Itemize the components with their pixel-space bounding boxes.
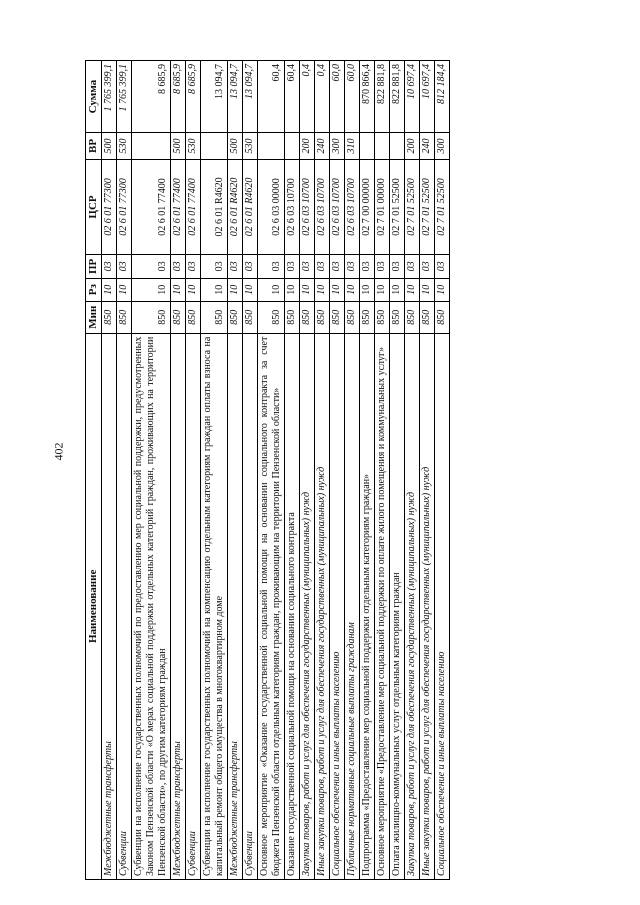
cell-sum: 0,4 xyxy=(315,61,330,133)
header-rz: Рз xyxy=(86,278,102,301)
cell-rz: 10 xyxy=(390,278,405,301)
cell-pr: 03 xyxy=(345,255,360,278)
table-row xyxy=(390,61,405,880)
cell-pr: 03 xyxy=(375,255,390,278)
cell-vr: 300 xyxy=(435,133,450,160)
cell-name: Закупка товаров, работ и услуг для обеспечения государственных (муниципальных) нужд xyxy=(405,333,420,879)
cell-vr: 530 xyxy=(243,133,258,160)
header-sum: Сумма xyxy=(86,61,102,133)
cell-pr: 03 xyxy=(201,255,228,278)
cell-min: 850 xyxy=(375,301,390,333)
cell-pr: 03 xyxy=(420,255,435,278)
table-row xyxy=(117,61,132,880)
cell-pr: 03 xyxy=(102,255,117,278)
cell-sum: 870 866,4 xyxy=(360,61,375,133)
cell-rz: 10 xyxy=(435,278,450,301)
cell-rz: 10 xyxy=(330,278,345,301)
cell-pr: 03 xyxy=(300,255,315,278)
cell-sum: 8 685,9 xyxy=(132,61,171,133)
cell-sum: 8 685,9 xyxy=(186,61,201,133)
rotated-table-container xyxy=(85,60,600,880)
cell-sum: 60,4 xyxy=(258,61,285,133)
table-row xyxy=(345,61,360,880)
cell-rz: 10 xyxy=(186,278,201,301)
table-row xyxy=(300,61,315,880)
cell-csr: 02 6 01 R4620 xyxy=(228,159,243,254)
cell-name: Оказание государственной социальной помощи на основании социального контракта xyxy=(285,333,300,879)
table-row xyxy=(330,61,345,880)
cell-sum: 822 881,8 xyxy=(375,61,390,133)
cell-rz: 10 xyxy=(117,278,132,301)
cell-rz: 10 xyxy=(243,278,258,301)
cell-name: Субвенции xyxy=(117,333,132,879)
cell-vr: 500 xyxy=(171,133,186,160)
cell-csr: 02 7 01 52500 xyxy=(435,159,450,254)
table-body xyxy=(102,61,450,880)
cell-pr: 03 xyxy=(186,255,201,278)
cell-min: 850 xyxy=(171,301,186,333)
cell-name: Закупка товаров, работ и услуг для обеспечения государственных (муниципальных) нужд xyxy=(300,333,315,879)
cell-csr: 02 6 03 10700 xyxy=(285,159,300,254)
cell-min: 850 xyxy=(435,301,450,333)
cell-name: Иные закупки товаров, работ и услуг для обеспечения государственных (муниципальных) нужд xyxy=(315,333,330,879)
cell-rz: 10 xyxy=(171,278,186,301)
cell-rz: 10 xyxy=(258,278,285,301)
cell-csr: 02 6 03 00000 xyxy=(258,159,285,254)
cell-sum: 10 697,4 xyxy=(420,61,435,133)
table-row xyxy=(375,61,390,880)
cell-min: 850 xyxy=(285,301,300,333)
cell-pr: 03 xyxy=(132,255,171,278)
cell-vr: 240 xyxy=(420,133,435,160)
cell-sum: 1 765 399,1 xyxy=(102,61,117,133)
table-row xyxy=(315,61,330,880)
cell-vr: 240 xyxy=(315,133,330,160)
cell-csr: 02 6 03 10700 xyxy=(330,159,345,254)
table-row xyxy=(243,61,258,880)
cell-sum: 822 881,8 xyxy=(390,61,405,133)
cell-vr xyxy=(258,133,285,160)
page-number: 402 xyxy=(51,442,66,461)
cell-name: Межбюджетные трансферты xyxy=(102,333,117,879)
cell-pr: 03 xyxy=(171,255,186,278)
cell-sum: 13 094,7 xyxy=(243,61,258,133)
cell-name: Подпрограмма «Предоставление мер социальной поддержки отдельным категориям граждан» xyxy=(360,333,375,879)
budget-table xyxy=(85,60,450,880)
header-vr: ВР xyxy=(86,133,102,160)
cell-pr: 03 xyxy=(315,255,330,278)
cell-vr: 530 xyxy=(117,133,132,160)
cell-vr: 530 xyxy=(186,133,201,160)
cell-csr: 02 6 01 77400 xyxy=(171,159,186,254)
cell-name: Основное мероприятие «Оказание государственной социальной помощи на основании социального контракта за счет бюджета Пензенской области отдельным категориям граждан, проживающим на территории Пензенской области» xyxy=(258,333,285,879)
cell-pr: 03 xyxy=(228,255,243,278)
table-row xyxy=(420,61,435,880)
cell-sum: 60,0 xyxy=(330,61,345,133)
cell-pr: 03 xyxy=(390,255,405,278)
cell-pr: 03 xyxy=(360,255,375,278)
cell-min: 850 xyxy=(132,301,171,333)
cell-sum: 812 184,4 xyxy=(435,61,450,133)
cell-sum: 60,4 xyxy=(285,61,300,133)
cell-rz: 10 xyxy=(420,278,435,301)
cell-csr: 02 6 01 R4620 xyxy=(243,159,258,254)
table-row xyxy=(132,61,171,880)
cell-csr: 02 6 03 10700 xyxy=(315,159,330,254)
cell-min: 850 xyxy=(117,301,132,333)
cell-rz: 10 xyxy=(201,278,228,301)
cell-rz: 10 xyxy=(405,278,420,301)
cell-csr: 02 7 00 00000 xyxy=(360,159,375,254)
cell-vr: 300 xyxy=(330,133,345,160)
header-min: Мин xyxy=(86,301,102,333)
cell-min: 850 xyxy=(405,301,420,333)
table-row xyxy=(201,61,228,880)
cell-name: Субвенции на исполнение государственных полномочий по предоставлению мер социальной поддержки, предусмотренных Законом Пензенской области «О мерах социальной поддержки отдельных категорий граждан, проживающих на территории Пензенской области», по другим категориям граждан xyxy=(132,333,171,879)
cell-csr: 02 6 01 R4620 xyxy=(201,159,228,254)
cell-pr: 03 xyxy=(117,255,132,278)
header-name: Наименование xyxy=(86,333,102,879)
cell-vr: 310 xyxy=(345,133,360,160)
cell-vr xyxy=(201,133,228,160)
cell-min: 850 xyxy=(228,301,243,333)
table-row xyxy=(228,61,243,880)
cell-csr: 02 7 01 52500 xyxy=(420,159,435,254)
cell-rz: 10 xyxy=(360,278,375,301)
cell-csr: 02 6 01 77300 xyxy=(117,159,132,254)
cell-csr: 02 7 01 52500 xyxy=(405,159,420,254)
header-pr: ПР xyxy=(86,255,102,278)
cell-name: Субвенции на исполнение государственных полномочий на компенсацию отдельным категориям граждан оплаты взноса на капитальный ремонт общего имущества в многоквартирном доме xyxy=(201,333,228,879)
cell-pr: 03 xyxy=(258,255,285,278)
cell-name: Социальное обеспечение и иные выплаты населению xyxy=(330,333,345,879)
cell-rz: 10 xyxy=(102,278,117,301)
cell-pr: 03 xyxy=(435,255,450,278)
table-row xyxy=(102,61,117,880)
cell-pr: 03 xyxy=(405,255,420,278)
cell-sum: 13 094,7 xyxy=(228,61,243,133)
cell-sum: 60,0 xyxy=(345,61,360,133)
cell-vr: 200 xyxy=(300,133,315,160)
cell-vr xyxy=(132,133,171,160)
cell-name: Межбюджетные трансферты xyxy=(171,333,186,879)
cell-min: 850 xyxy=(315,301,330,333)
cell-csr: 02 6 03 10700 xyxy=(300,159,315,254)
cell-min: 850 xyxy=(420,301,435,333)
cell-csr: 02 7 01 00000 xyxy=(375,159,390,254)
cell-rz: 10 xyxy=(375,278,390,301)
cell-rz: 10 xyxy=(300,278,315,301)
cell-min: 850 xyxy=(243,301,258,333)
cell-csr: 02 7 01 52500 xyxy=(390,159,405,254)
cell-rz: 10 xyxy=(315,278,330,301)
cell-min: 850 xyxy=(345,301,360,333)
cell-vr: 200 xyxy=(405,133,420,160)
cell-pr: 03 xyxy=(285,255,300,278)
table-row xyxy=(405,61,420,880)
table-row xyxy=(171,61,186,880)
cell-rz: 10 xyxy=(228,278,243,301)
cell-sum: 10 697,4 xyxy=(405,61,420,133)
cell-vr xyxy=(360,133,375,160)
cell-rz: 10 xyxy=(132,278,171,301)
cell-min: 850 xyxy=(258,301,285,333)
cell-name: Субвенции xyxy=(243,333,258,879)
cell-name: Иные закупки товаров, работ и услуг для обеспечения государственных (муниципальных) нужд xyxy=(420,333,435,879)
cell-min: 850 xyxy=(201,301,228,333)
cell-name: Основное мероприятие «Предоставление мер социальной поддержки по оплате жилого помещения и коммунальных услуг» xyxy=(375,333,390,879)
cell-sum: 13 094,7 xyxy=(201,61,228,133)
cell-csr: 02 6 01 77400 xyxy=(132,159,171,254)
cell-min: 850 xyxy=(186,301,201,333)
cell-sum: 1 765 399,1 xyxy=(117,61,132,133)
cell-min: 850 xyxy=(102,301,117,333)
cell-rz: 10 xyxy=(345,278,360,301)
cell-min: 850 xyxy=(300,301,315,333)
cell-sum: 8 685,9 xyxy=(171,61,186,133)
table-header-row xyxy=(86,61,102,880)
table-row xyxy=(285,61,300,880)
cell-rz: 10 xyxy=(285,278,300,301)
table-row xyxy=(258,61,285,880)
cell-vr: 500 xyxy=(102,133,117,160)
table-row xyxy=(186,61,201,880)
cell-pr: 03 xyxy=(330,255,345,278)
cell-name: Межбюджетные трансферты xyxy=(228,333,243,879)
cell-csr: 02 6 01 77300 xyxy=(102,159,117,254)
cell-min: 850 xyxy=(360,301,375,333)
cell-name: Субвенции xyxy=(186,333,201,879)
table-row xyxy=(360,61,375,880)
cell-vr xyxy=(390,133,405,160)
cell-csr: 02 6 01 77400 xyxy=(186,159,201,254)
cell-min: 850 xyxy=(390,301,405,333)
cell-pr: 03 xyxy=(243,255,258,278)
header-csr: ЦСР xyxy=(86,159,102,254)
cell-vr xyxy=(285,133,300,160)
cell-name: Оплата жилищно-коммунальных услуг отдельным категориям граждан xyxy=(390,333,405,879)
cell-vr: 500 xyxy=(228,133,243,160)
cell-name: Социальное обеспечение и иные выплаты населению xyxy=(435,333,450,879)
cell-name: Публичные нормативные социальные выплаты гражданам xyxy=(345,333,360,879)
cell-min: 850 xyxy=(330,301,345,333)
cell-sum: 0,4 xyxy=(300,61,315,133)
table-row xyxy=(435,61,450,880)
cell-vr xyxy=(375,133,390,160)
cell-csr: 02 6 03 10700 xyxy=(345,159,360,254)
